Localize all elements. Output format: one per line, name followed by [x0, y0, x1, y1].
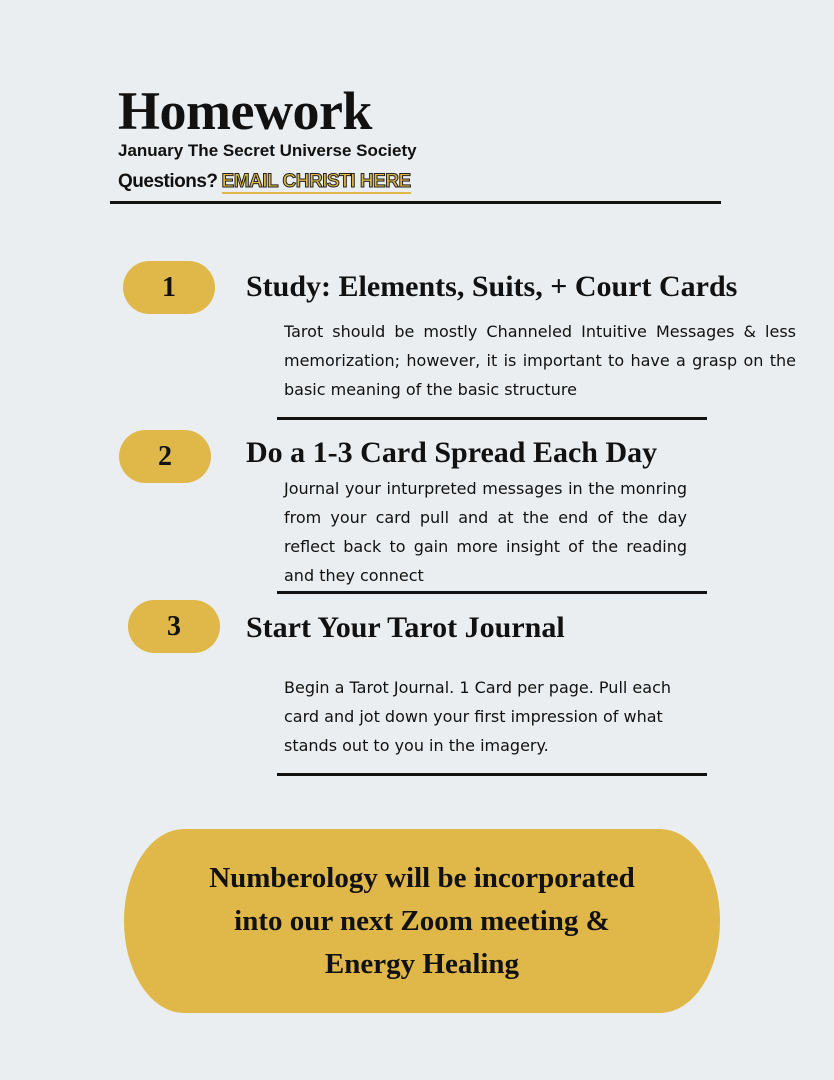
step-divider-3: [277, 773, 707, 776]
step-number-1: 1: [123, 261, 215, 314]
step-body-3: Begin a Tarot Journal. 1 Card per page. Pull each card and jot down your first impression of what stands out to you in the imagery.: [284, 678, 671, 755]
questions-line: [118, 171, 411, 193]
page-title: Homework: [118, 81, 372, 141]
step-heading-2: Do a 1-3 Card Spread Each Day: [246, 436, 658, 469]
step-divider-1: [277, 417, 707, 420]
questions-label: Questions?: [118, 171, 218, 192]
step-number-2: 2: [119, 430, 211, 483]
step-divider-2: [277, 591, 707, 594]
numerology-banner: [124, 829, 720, 1013]
page-subtitle: January The Secret Universe Society: [118, 141, 417, 160]
header-divider: [110, 201, 721, 204]
banner-text: Numberology will be incorporated into our next Zoom meeting & Energy Healing: [209, 861, 635, 980]
step-number-3: 3: [128, 600, 220, 653]
step-heading-1: Study: Elements, Suits, + Court Cards: [246, 270, 738, 303]
step-body-1: Tarot should be mostly Channeled Intuitive Messages & less memorization; however, it is important to have a grasp on the basic meaning of the basic structure: [284, 322, 796, 399]
email-christi-link[interactable]: EMAIL CHRISTI HERE: [221, 171, 411, 192]
step-body-2: Journal your inturpreted messages in the monring from your card pull and at the end of the day reflect back to gain more insight of the reading and they connect: [284, 479, 687, 585]
step-heading-3: Start Your Tarot Journal: [246, 611, 565, 644]
